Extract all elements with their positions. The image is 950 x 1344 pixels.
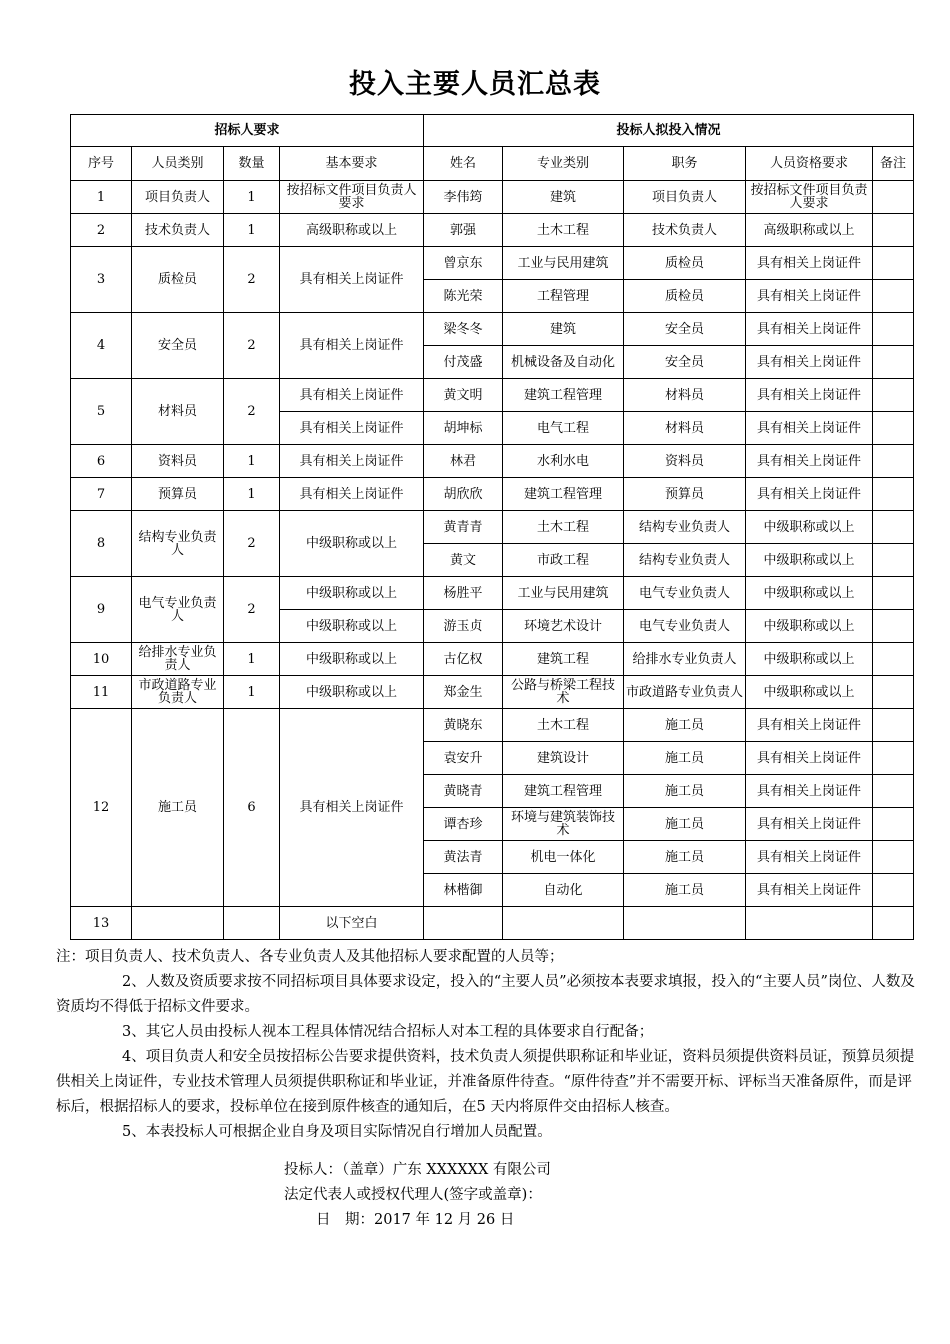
personnel-category: 市政道路专业负责人 (132, 676, 224, 709)
major: 电气工程 (503, 412, 624, 445)
person-name: 郑金生 (424, 676, 503, 709)
remarks (873, 214, 914, 247)
qualification: 具有相关上岗证件 (746, 478, 873, 511)
person-name: 袁安升 (424, 742, 503, 775)
person-name: 曾京东 (424, 247, 503, 280)
remarks (873, 643, 914, 676)
notes (56, 945, 926, 1145)
remarks (873, 775, 914, 808)
qualification: 具有相关上岗证件 (746, 742, 873, 775)
quantity: 1 (224, 478, 280, 511)
quantity: 1 (224, 643, 280, 676)
table-row (71, 709, 914, 742)
major: 机电一体化 (503, 841, 624, 874)
qualification: 具有相关上岗证件 (746, 775, 873, 808)
personnel-category: 施工员 (132, 709, 224, 907)
quantity (224, 907, 280, 940)
position: 质检员 (624, 247, 746, 280)
column-header: 序号 (71, 147, 132, 181)
remarks (873, 412, 914, 445)
position: 电气专业负责人 (624, 610, 746, 643)
table-body (71, 115, 914, 940)
personnel-category: 安全员 (132, 313, 224, 379)
representative-line: 法定代表人或授权代理人(签字或盖章)： (284, 1187, 542, 1203)
page-title: 投入主要人员汇总表 (349, 69, 601, 100)
qualification: 按招标文件项目负责人要求 (746, 181, 873, 214)
position: 结构专业负责人 (624, 544, 746, 577)
table-row (71, 907, 914, 940)
basic-requirement: 以下空白 (280, 907, 424, 940)
person-name: 游玉贞 (424, 610, 503, 643)
table-row (71, 676, 914, 709)
column-header: 专业类别 (503, 147, 624, 181)
row-number: 13 (71, 907, 132, 940)
basic-requirement: 中级职称或以上 (280, 511, 424, 577)
position: 施工员 (624, 709, 746, 742)
row-number: 12 (71, 709, 132, 907)
basic-requirement: 中级职称或以上 (280, 577, 424, 610)
remarks (873, 676, 914, 709)
position: 施工员 (624, 742, 746, 775)
personnel-category: 资料员 (132, 445, 224, 478)
table-row (71, 643, 914, 676)
person-name: 胡欣欣 (424, 478, 503, 511)
major: 土木工程 (503, 511, 624, 544)
personnel-category: 材料员 (132, 379, 224, 445)
qualification: 具有相关上岗证件 (746, 247, 873, 280)
row-number: 4 (71, 313, 132, 379)
remarks (873, 478, 914, 511)
major: 市政工程 (503, 544, 624, 577)
row-number: 11 (71, 676, 132, 709)
major: 工业与民用建筑 (503, 577, 624, 610)
position: 预算员 (624, 478, 746, 511)
row-number: 10 (71, 643, 132, 676)
person-name: 林楷御 (424, 874, 503, 907)
person-name: 李伟筠 (424, 181, 503, 214)
row-number: 2 (71, 214, 132, 247)
column-header: 人员资格要求 (746, 147, 873, 181)
basic-requirement: 具有相关上岗证件 (280, 478, 424, 511)
major: 建筑 (503, 181, 624, 214)
person-name: 胡坤标 (424, 412, 503, 445)
personnel-category: 结构专业负责人 (132, 511, 224, 577)
date-line: 日 期：2017 年 12 月 26 日 (316, 1212, 515, 1228)
qualification: 具有相关上岗证件 (746, 709, 873, 742)
table-row (71, 181, 914, 214)
remarks (873, 280, 914, 313)
basic-requirement: 按招标文件项目负责人要求 (280, 181, 424, 214)
qualification (746, 907, 873, 940)
qualification: 具有相关上岗证件 (746, 841, 873, 874)
basic-requirement: 具有相关上岗证件 (280, 445, 424, 478)
note-3: 3、其它人员由投标人视本工程具体情况结合招标人对本工程的具体要求自行配备； (122, 1024, 654, 1040)
basic-requirement: 具有相关上岗证件 (280, 709, 424, 907)
column-header: 备注 (873, 147, 914, 181)
group-header-tenderer: 招标人要求 (71, 115, 424, 147)
position: 技术负责人 (624, 214, 746, 247)
quantity: 2 (224, 511, 280, 577)
remarks (873, 874, 914, 907)
major: 建筑工程管理 (503, 775, 624, 808)
quantity: 1 (224, 214, 280, 247)
table-row (71, 147, 914, 181)
major: 土木工程 (503, 214, 624, 247)
row-number: 8 (71, 511, 132, 577)
qualification: 中级职称或以上 (746, 544, 873, 577)
major: 建筑工程 (503, 643, 624, 676)
major: 环境艺术设计 (503, 610, 624, 643)
person-name: 梁冬冬 (424, 313, 503, 346)
column-header: 姓名 (424, 147, 503, 181)
personnel-category (132, 907, 224, 940)
basic-requirement: 中级职称或以上 (280, 610, 424, 643)
person-name: 付茂盛 (424, 346, 503, 379)
remarks (873, 544, 914, 577)
major: 水利水电 (503, 445, 624, 478)
qualification: 中级职称或以上 (746, 676, 873, 709)
qualification: 中级职称或以上 (746, 643, 873, 676)
column-header: 基本要求 (280, 147, 424, 181)
person-name (424, 907, 503, 940)
person-name: 黄晓东 (424, 709, 503, 742)
position: 项目负责人 (624, 181, 746, 214)
position: 电气专业负责人 (624, 577, 746, 610)
person-name: 谭杏珍 (424, 808, 503, 841)
position: 材料员 (624, 412, 746, 445)
basic-requirement: 中级职称或以上 (280, 676, 424, 709)
row-number: 5 (71, 379, 132, 445)
qualification: 具有相关上岗证件 (746, 808, 873, 841)
table-row (71, 478, 914, 511)
qualification: 具有相关上岗证件 (746, 379, 873, 412)
quantity: 2 (224, 313, 280, 379)
position: 安全员 (624, 313, 746, 346)
person-name: 陈光荣 (424, 280, 503, 313)
personnel-category: 项目负责人 (132, 181, 224, 214)
table-row (71, 115, 914, 147)
person-name: 古亿权 (424, 643, 503, 676)
personnel-category: 质检员 (132, 247, 224, 313)
major: 建筑工程管理 (503, 478, 624, 511)
qualification: 具有相关上岗证件 (746, 874, 873, 907)
major: 建筑 (503, 313, 624, 346)
note-2: 2、人数及资质要求按不同招标项目具体要求设定，投入的“主要人员”必须按本表要求填报，投入的“主要人员”岗位、人数及资质均不得低于招标文件要求。 (56, 974, 915, 1015)
remarks (873, 379, 914, 412)
remarks (873, 577, 914, 610)
personnel-table (70, 114, 914, 940)
qualification: 中级职称或以上 (746, 511, 873, 544)
person-name: 林君 (424, 445, 503, 478)
basic-requirement: 具有相关上岗证件 (280, 379, 424, 412)
remarks (873, 709, 914, 742)
remarks (873, 808, 914, 841)
table-row (71, 214, 914, 247)
note-4: 4、项目负责人和安全员按招标公告要求提供资料，技术负责人须提供职称证和毕业证，资料员须提供资料员证，预算员须提供相关上岗证件，专业技术管理人员须提供职称证和毕业证，并准备原件待查。“原件待查”并不需要开标、评标当天准备原件，而是评标后，根据招标人的要求，投标单位在接到原件核查的通知后，在5 天内将原件交由招标人核查。 (56, 1049, 915, 1115)
personnel-category: 给排水专业负责人 (132, 643, 224, 676)
column-header: 人员类别 (132, 147, 224, 181)
position: 施工员 (624, 874, 746, 907)
column-header: 职务 (624, 147, 746, 181)
position: 施工员 (624, 841, 746, 874)
position: 结构专业负责人 (624, 511, 746, 544)
major: 建筑工程管理 (503, 379, 624, 412)
person-name: 杨胜平 (424, 577, 503, 610)
qualification: 中级职称或以上 (746, 610, 873, 643)
table-row (71, 247, 914, 280)
qualification: 具有相关上岗证件 (746, 280, 873, 313)
person-name: 黄文 (424, 544, 503, 577)
remarks (873, 247, 914, 280)
row-number: 3 (71, 247, 132, 313)
major: 工程管理 (503, 280, 624, 313)
personnel-category: 技术负责人 (132, 214, 224, 247)
major: 建筑设计 (503, 742, 624, 775)
person-name: 黄文明 (424, 379, 503, 412)
note-1: 注：项目负责人、技术负责人、各专业负责人及其他招标人要求配置的人员等； (56, 949, 564, 965)
person-name: 郭强 (424, 214, 503, 247)
quantity: 6 (224, 709, 280, 907)
position: 给排水专业负责人 (624, 643, 746, 676)
remarks (873, 445, 914, 478)
quantity: 1 (224, 445, 280, 478)
row-number: 6 (71, 445, 132, 478)
quantity: 2 (224, 577, 280, 643)
note-5: 5、本表投标人可根据企业自身及项目实际情况自行增加人员配置。 (122, 1124, 552, 1140)
personnel-category: 电气专业负责人 (132, 577, 224, 643)
qualification: 中级职称或以上 (746, 577, 873, 610)
major: 自动化 (503, 874, 624, 907)
remarks (873, 181, 914, 214)
quantity: 2 (224, 247, 280, 313)
position (624, 907, 746, 940)
basic-requirement: 高级职称或以上 (280, 214, 424, 247)
basic-requirement: 具有相关上岗证件 (280, 412, 424, 445)
position: 安全员 (624, 346, 746, 379)
basic-requirement: 中级职称或以上 (280, 643, 424, 676)
major: 公路与桥梁工程技术 (503, 676, 624, 709)
major: 工业与民用建筑 (503, 247, 624, 280)
qualification: 具有相关上岗证件 (746, 412, 873, 445)
remarks (873, 907, 914, 940)
qualification: 高级职称或以上 (746, 214, 873, 247)
remarks (873, 313, 914, 346)
table-row (71, 313, 914, 346)
table-row (71, 445, 914, 478)
remarks (873, 511, 914, 544)
table-row (71, 379, 914, 412)
major: 机械设备及自动化 (503, 346, 624, 379)
quantity: 1 (224, 181, 280, 214)
major: 土木工程 (503, 709, 624, 742)
quantity: 2 (224, 379, 280, 445)
bidder-line: 投标人：（盖章）广东 XXXXXX 有限公司 (284, 1162, 551, 1178)
table-row (71, 577, 914, 610)
position: 资料员 (624, 445, 746, 478)
major: 环境与建筑装饰技术 (503, 808, 624, 841)
row-number: 1 (71, 181, 132, 214)
qualification: 具有相关上岗证件 (746, 313, 873, 346)
position: 质检员 (624, 280, 746, 313)
person-name: 黄青青 (424, 511, 503, 544)
row-number: 9 (71, 577, 132, 643)
group-header-bidder: 投标人拟投入情况 (424, 115, 914, 147)
quantity: 1 (224, 676, 280, 709)
qualification: 具有相关上岗证件 (746, 445, 873, 478)
position: 施工员 (624, 808, 746, 841)
position: 材料员 (624, 379, 746, 412)
position: 施工员 (624, 775, 746, 808)
remarks (873, 841, 914, 874)
person-name: 黄晓青 (424, 775, 503, 808)
personnel-category: 预算员 (132, 478, 224, 511)
row-number: 7 (71, 478, 132, 511)
remarks (873, 610, 914, 643)
basic-requirement: 具有相关上岗证件 (280, 313, 424, 379)
basic-requirement: 具有相关上岗证件 (280, 247, 424, 313)
qualification: 具有相关上岗证件 (746, 346, 873, 379)
remarks (873, 742, 914, 775)
major (503, 907, 624, 940)
person-name: 黄法青 (424, 841, 503, 874)
table-row (71, 511, 914, 544)
remarks (873, 346, 914, 379)
column-header: 数量 (224, 147, 280, 181)
position: 市政道路专业负责人 (624, 676, 746, 709)
